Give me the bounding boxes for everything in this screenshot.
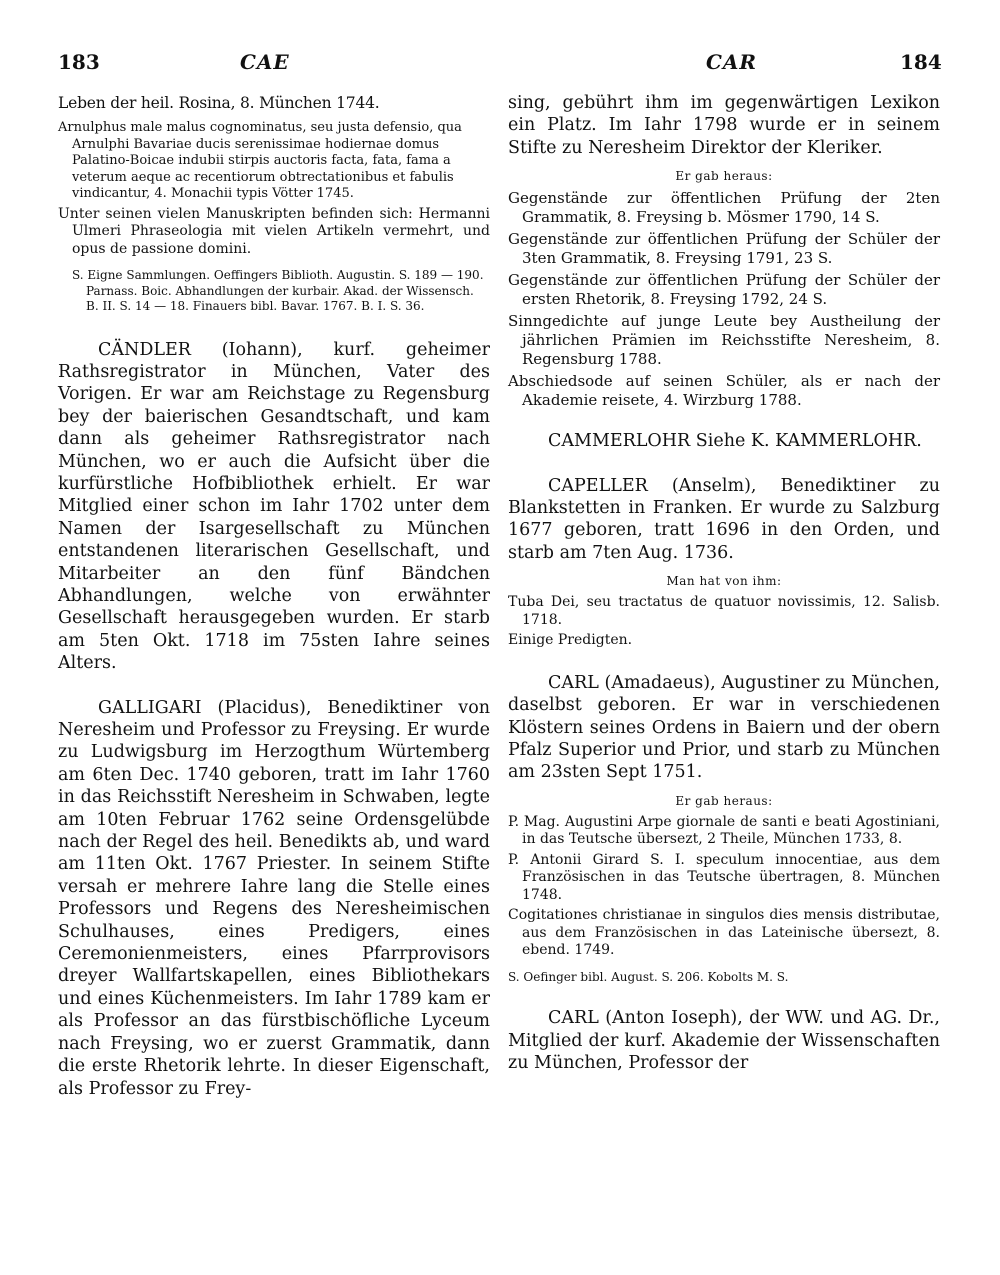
right-column [508,92,940,1075]
subheading-works: Er gab heraus: [675,793,773,808]
entry-cammerlohr: CAMMERLOHR Siehe K. KAMMERLOHR. [548,431,922,452]
entry-capeller: CAPELLER (Anselm), Benediktiner zu Blankstetten in Franken. Er wurde zu Salzburg 1677 geboren, tratt 1696 in den Orden, und starb am 7ten Aug. 1736. [508,475,940,563]
entry-candler: CÄNDLER (Iohann), kurf. geheimer Rathsregistrator in München, Vater des Vorigen. Er war am Reichstage zu Regensburg bey der baierischen Gesandtschaft, und kam dann als geheimer Rathsregistrator nach München, wo er auch die Aufsicht über die kurfürstliche Hofbibliothek erhielt. Er war Mitglied einer schon im Iahr 1702 unter dem Namen der Isargesellschaft zu München entstandenen literarischen Gesellschaft, und Mitarbeiter an den fünf Bändchen Abhandlungen, welche von erwähnter Gesellschaft herausgegeben wurden. Er starb am 5ten Okt. 1718 im 75sten Iahre seines Alters. [58,339,490,674]
left-running-head: CAE [240,50,290,74]
entry-galligari: GALLIGARI (Placidus), Benediktiner von Neresheim und Professor zu Freysing. Er wurde zu Ludwigsburg im Herzogthum Würtemberg am 6ten Dec. 1740 geboren, tratt im Iahr 1760 in das Reichsstift Neresheim in Schwaben, legte am 10ten Februar 1762 seine Ordensgelübde nach der Regel des heil. Benedikts ab, und ward am 11ten Okt. 1767 Priester. In seinem Stifte versah er mehrere Iahre lang die Stelle eines Professors und Regens des Neresheimischen Schulhauses, eines Predigers, eines Ceremonienmeisters, eines Pfarrprovisors dreyer Wallfartskapellen, eines Bibliothekars und eines Küchenmeisters. Im Iahr 1789 kam er als Professor an das fürstbischöfliche Lyceum nach Freysing, wo er zuerst Grammatik, dann die erste Rhetorik lehrte. In dieser Eigenschaft, als Professor zu Frey- [58,697,490,1099]
work-item: P. Mag. Augustini Arpe giornale de santi e beati Agostiniani, in das Teutsche übersezt, 2 Theile, München 1733, 8. [508,813,940,848]
work-item: Abschiedsode auf seinen Schüler, als er nach der Akademie reisete, 4. Wirzburg 1788. [508,372,940,410]
work-item: Einige Predigten. [508,632,633,649]
references: S. Eigne Sammlungen. Oeffingers Biblioth. Augustin. S. 189 — 190. Parnass. Boic. Abhandlungen der kurbair. Akad. der Wissensch. B. II. S. 14 — 18. Finauers bibl. Bavar. 1767. B. I. S. 36. [72,268,484,313]
right-running-head: CAR [706,50,758,74]
references: S. Oefinger bibl. August. S. 206. Kobolts M. S. [508,969,789,984]
right-page-number: 184 [900,50,942,74]
subheading-works: Er gab heraus: [675,169,773,184]
work-item: P. Antonii Girard S. I. speculum innocentiae, aus dem Französischen in das Teutsche übertragen, 8. München 1748. [508,851,940,903]
work-item: Sinngedichte auf junge Leute bey Austheilung der jährlichen Prämien im Reichsstifte Neresheim, 8. Regensburg 1788. [508,312,940,369]
work-item: Cogitationes christianae in singulos dies mensis distributae, aus dem Französischen in das Lateinische übersezt, 8. ebend. 1749. [508,907,940,959]
left-page-number: 183 [58,50,100,74]
work-item: Tuba Dei, seu tractatus de quatuor novissimis, 12. Salisb. 1718. [508,594,940,628]
latin-work-entry: Arnulphus male malus cognominatus, seu justa defensio, qua Arnulphi Bavariae ducis serenissimae hodiernae domus Palatino-Boicae indubii stirpis auctoris facta, fata, fama a veterum aeque ac recentiorum obtrectationibus et fabulis vindicantur, 4. Monachii typis Vötter 1745. [58,120,462,201]
manuscripts-note: Unter seinen vielen Manuskripten befinden sich: Hermanni Ulmeri Phraseologia mit vielen Artikeln vermehrt, und opus de passione domini. [58,205,490,257]
work-item: Gegenstände zur öffentlichen Prüfung der Schüler der 3ten Grammatik, 8. Freysing 1791, 23 S. [508,230,940,268]
continuation-line: Leben der heil. Rosina, 8. München 1744. [58,94,380,112]
entry-carl-anton: CARL (Anton Ioseph), der WW. und AG. Dr., Mitglied der kurf. Akademie der Wissenschaften zu München, Professor der [508,1008,940,1074]
entry-carl-amadaeus: CARL (Amadaeus), Augustiner zu München, daselbst geboren. Er war in verschiedenen Klöstern seines Ordens in Baiern und der obern Pfalz Superior und Prior, und starb zu München am 23sten Sept 1751. [508,672,940,783]
continuation-text: sing, gebührt ihm im gegenwärtigen Lexikon ein Platz. Im Iahr 1798 wurde er in seinem Stifte zu Neresheim Direktor der Kleriker. [508,93,940,158]
work-item: Gegenstände zur öffentlichen Prüfung der Schüler der ersten Rhetorik, 8. Freysing 1792, 24 S. [508,271,940,309]
subheading-works: Man hat von ihm: [666,574,782,589]
left-column [58,92,490,1100]
work-item: Gegenstände zur öffentlichen Prüfung der 2ten Grammatik, 8. Freysing b. Mösmer 1790, 14 S. [508,189,940,227]
